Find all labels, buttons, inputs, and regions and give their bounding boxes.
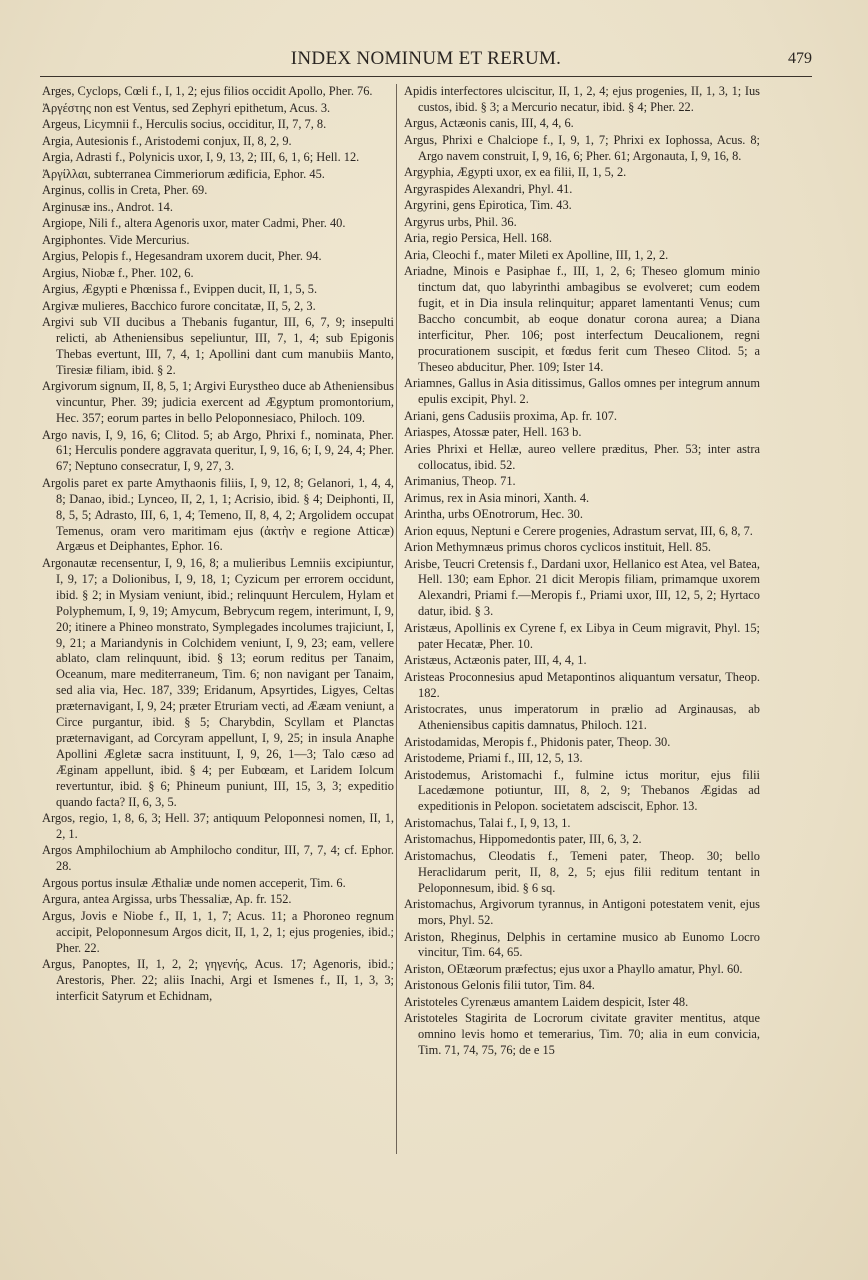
index-entry: Argos, regio, 1, 8, 6, 3; Hell. 37; antiquum Peloponnesi nomen, II, 1, 2, 1. [42,811,394,841]
index-entry: Aristomachus, Cleodatis f., Temeni pater, Theop. 30; bello Heraclidarum perit, II, 8, 2, 5; ejus filii reditum tentant in Peloponnesum, ibid. § 6 sq. [404,848,760,895]
index-entry: Argonautæ recensentur, I, 9, 16, 8; a mulieribus Lemniis excipiuntur, I, 9, 17; a Dolionibus, I, 9, 18, 1; Cyzicum per errorem occidunt, ibid. § 2; in Mysiam veniunt, ibid.; relinquunt Herculem, Hylam et Polyphemum, I, 9, 19; Amycum, Bebrycum regem, interimunt, I, 9, 20; itinere a Phineo monstrato, Symplegades incolumes trajiciunt, I, 9, 21; a Mariandynis in Colchidem veniunt, I, 9, 23; eam, vellere ablato, clam relinquunt, ibid. § 13; eorum reditus per Tanaim, Oceanum, mare mediterraneum, Tim. 6; non navigant per Tanaim, sed alia via, Hec. 187, 339; Eridanum, Apsyrtides, Ligyes, Celtas præternavigant, I, 9, 24; præter Etruriam vecti, ad Ææam veniunt, a Circe purgantur, ibid. § 5; Charybdin, Scyllam et Planctas præternavigant, ad Corcyram appellunt, I, 9, 25; in insula Anaphe Apollini Ægletæ sacra instituunt, I, 9, 26, 1—3; Talo cæso ad Æginam appellunt, ibid. § 4; per Eubœam, et Laridem Iolcum revertuntur, ibid. § 6; Phineum puniunt, III, 15, 3, 3; expeditio quando facta? II, 6, 3, 5. [42,555,394,809]
index-entry: Argolis paret ex parte Amythaonis filiis, I, 9, 12, 8; Gelanori, 1, 4, 4, 8; Danao, ibid.; Lynceo, II, 2, 1, 1; Acrisio, ibid. § 4; Deiphonti, II, 8, 5, 5; Adrasto, III, 6, 1, 4; Temeno, II, 8, 4, 2; Argolidem occupat Temenus, oram vero maritimam ejus (ἀκτὴν e regione Atticæ) Argæus et Deiphantes, Ephor. 16. [42,475,394,554]
index-entry: Argo navis, I, 9, 16, 6; Clitod. 5; ab Argo, Phrixi f., nominata, Pher. 61; Herculis pondere aggravata queritur, I, 9, 16, 6; I, 9, 24, 4; Pher. 67; Neptuno consecratur, I, 9, 27, 3. [42,427,394,474]
index-entry: Ariamnes, Gallus in Asia ditissimus, Gallos omnes per integrum annum epulis excipit, Phyl. 2. [404,376,760,407]
index-entry: Arintha, urbs OEnotrorum, Hec. 30. [404,507,583,522]
running-title: INDEX NOMINUM ET RERUM. [290,48,562,69]
index-entry: Aries Phrixi et Hellæ, aureo vellere præditus, Pher. 53; inter astra collocatus, ibid. 52. [404,441,760,472]
index-entry: Argiope, Nili f., altera Agenoris uxor, mater Cadmi, Pher. 40. [42,216,346,230]
index-entry: Argivæ mulieres, Bacchico furore concitatæ, II, 5, 2, 3. [42,298,316,313]
index-entry: Arges, Cyclops, Cœli f., I, 1, 2; ejus filios occidit Apollo, Pher. 76. [42,84,373,98]
index-entry: Argia, Adrasti f., Polynicis uxor, I, 9, 13, 2; III, 6, 1, 6; Hell. 12. [42,150,360,164]
index-entry: Arion Methymnæus primus choros cyclicos instituit, Hell. 85. [404,540,711,555]
index-entry: Ariani, gens Cadusiis proxima, Ap. fr. 107. [404,408,618,423]
index-entry: Arimanius, Theop. 71. [404,474,516,489]
index-entry: Argus, Panoptes, II, 1, 2, 2; γηγενής, Acus. 17; Agenoris, ibid.; Arestoris, Pher. 22; aliis Inachi, Argi et Ismenes f., II, 1, 3, 3; interficit Satyrum et Echidnam, [42,957,394,1003]
index-entry: Aristoteles Stagirita de Locrorum civitate graviter mentitus, atque omnino levis homo et temerarius, Tim. 70; alia in eum convicia, Tim. 71, 74, 75, 76; de e 15 [404,1011,760,1058]
index-entry: Ἀργέστης non est Ventus, sed Zephyri epithetum, Acus. 3. [42,100,331,115]
index-entry: Argiphontes. Vide Mercurius. [42,232,190,247]
index-entry: Argius, Niobæ f., Pher. 102, 6. [42,265,194,280]
index-entry: Arisbe, Teucri Cretensis f., Dardani uxor, Hellanico est Atea, vel Batea, Hell. 130; eam Ephor. 21 dicit Meropis filiam, primamque uxorem Alexandri, Priami f.—Meropis f., Priami uxor, III, 12, 5, 2; Hyrtaco datur, ibid. § 3. [404,556,760,619]
index-entry: Argus, Actæonis canis, III, 4, 4, 6. [404,116,574,131]
index-entry: Aristodemus, Aristomachi f., fulmine ictus moritur, ejus filii Lacedæmone potiuntur, III, 8, 2, 9; Thebanos Ægidas ad expeditionis in Pelopon. societatem adsciscit, Ephor. 13. [404,767,760,814]
index-entry: Aria, Cleochi f., mater Mileti ex Apolline, III, 1, 2, 2. [404,247,669,262]
index-entry: Argia, Autesionis f., Aristodemi conjux, II, 8, 2, 9. [42,133,292,148]
index-entry: Ariston, OEtæorum præfectus; ejus uxor a Phayllo amatur, Phyl. 60. [404,961,743,976]
index-entry: Argivorum signum, II, 8, 5, 1; Argivi Eurystheo duce ab Atheniensibus vincuntur, Pher. 39; judicia exercent ad Ægyptum promontorium, Hec. 357; eorum partes in bello Peloponnesiaco, Philoch. 109. [42,379,394,426]
index-entry: Argus, Jovis e Niobe f., II, 1, 1, 7; Acus. 11; a Phoroneo regnum accipit, Peloponnesum Argos dicit, II, 1, 2, 1; ejus progenies, ibid.; Pher. 22. [42,908,394,955]
index-entry: Argus, Phrixi e Chalciope f., I, 9, 1, 7; Phrixi ex Iophossa, Acus. 8; Argo navem construit, I, 9, 16, 6; Pher. 61; Argonauta, I, 9, 16, 8. [404,132,760,163]
index-entry: Ariston, Rheginus, Delphis in certamine musico ab Eunomo Locro vincitur, Tim. 64, 65. [404,929,760,960]
left-column [42,84,394,1006]
index-entry: Aristomachus, Argivorum tyrannus, in Antigoni potestatem venit, ejus mors, Phyl. 52. [404,897,760,928]
index-entry: Argyrini, gens Epirotica, Tim. 43. [404,198,572,213]
index-entry: Aria, regio Persica, Hell. 168. [404,231,552,246]
index-entry: Arimus, rex in Asia minori, Xanth. 4. [404,490,590,505]
index-entry: Argous portus insulæ Æthaliæ unde nomen acceperit, Tim. 6. [42,875,346,890]
index-entry: Aristodeme, Priami f., III, 12, 5, 13. [404,751,583,765]
index-entry: Argyraspides Alexandri, Phyl. 41. [404,181,573,196]
index-entry: Aristocrates, unus imperatorum in prælio ad Arginausas, ab Atheniensibus capitis damnatus, Philoch. 121. [404,702,760,732]
page-number: 479 [788,50,812,67]
index-entry: Ariaspes, Atossæ pater, Hell. 163 b. [404,425,582,440]
index-entry: Aristæus, Apollinis ex Cyrene f, ex Libya in Ceum migravit, Phyl. 15; pater Hecatæ, Pher. 10. [404,620,760,651]
index-entry: Argura, antea Argissa, urbs Thessaliæ, Ap. fr. 152. [42,892,292,907]
index-entry: Aristomachus, Talai f., I, 9, 13, 1. [404,815,571,830]
index-entry: Aristodamidas, Meropis f., Phidonis pater, Theop. 30. [404,734,671,749]
index-entry: Aristæus, Actæonis pater, III, 4, 4, 1. [404,653,587,668]
index-entry: Ἀργίλλαι, subterranea Cimmeriorum ædificia, Ephor. 45. [42,166,325,181]
index-entry: Aristoteles Cyrenæus amantem Laidem despicit, Ister 48. [404,994,689,1009]
index-entry: Aristeas Proconnesius apud Metapontinos aliquantum versatur, Theop. 182. [404,669,760,700]
right-column [404,84,760,1060]
header-rule [40,76,812,77]
index-entry: Arginusæ ins., Androt. 14. [42,199,173,214]
index-entry: Argius, Pelopis f., Hegesandram uxorem ducit, Pher. 94. [42,249,322,263]
index-entry: Argyrus urbs, Phil. 36. [404,214,517,229]
index-entry: Argyphia, Ægypti uxor, ex ea filii, II, 1, 5, 2. [404,165,627,180]
index-entry: Argos Amphilochium ab Amphilocho conditur, III, 7, 7, 4; cf. Ephor. 28. [42,843,394,874]
index-entry: Apidis interfectores ulciscitur, II, 1, 2, 4; ejus progenies, II, 1, 3, 1; Ius custos, ibid. § 3; a Mercurio necatur, ibid. § 4; Pher. 22. [404,84,760,114]
index-entry: Ariadne, Minois e Pasiphae f., III, 1, 2, 6; Theseo glomum minio tinctum dat, quo labyrinthi ambagibus se evolveret; cum eodem fugit, et in Dia insula relinquitur; apparet lamentanti Venus; cum Baccho concumbit, ab eoque donatur corona aurea; a Diana interficitur, Pher. 106; post interfectum Deucalionem, regni procurationem suscipit, et fœdus ferit cum Theseo Clitod. 5; a Theseo abducitur, Pher. 109; Ister 14. [404,264,760,374]
index-entry: Argius, Ægypti e Phœnissa f., Evippen ducit, II, 1, 5, 5. [42,282,318,296]
index-entry: Aristomachus, Hippomedontis pater, III, 6, 3, 2. [404,832,642,847]
index-entry: Arginus, collis in Creta, Pher. 69. [42,183,208,197]
page-header [40,48,812,78]
index-entry: Argivi sub VII ducibus a Thebanis fugantur, III, 6, 7, 9; insepulti relicti, ab Atheniensibus sepeliuntur, III, 7, 1, 4; sub Epigonis Thebas evertunt, III, 7, 4, 1; Apollini dant cum manubiis Manto, Tiresiæ filiam, ibid. § 2. [42,315,394,377]
index-entry: Aristonous Gelonis filii tutor, Tim. 84. [404,978,595,993]
index-entry: Arion equus, Neptuni e Cerere progenies, Adrastum servat, III, 6, 8, 7. [404,523,753,538]
index-entry: Argeus, Licymnii f., Herculis socius, occiditur, II, 7, 7, 8. [42,117,327,131]
column-divider [396,84,397,1154]
